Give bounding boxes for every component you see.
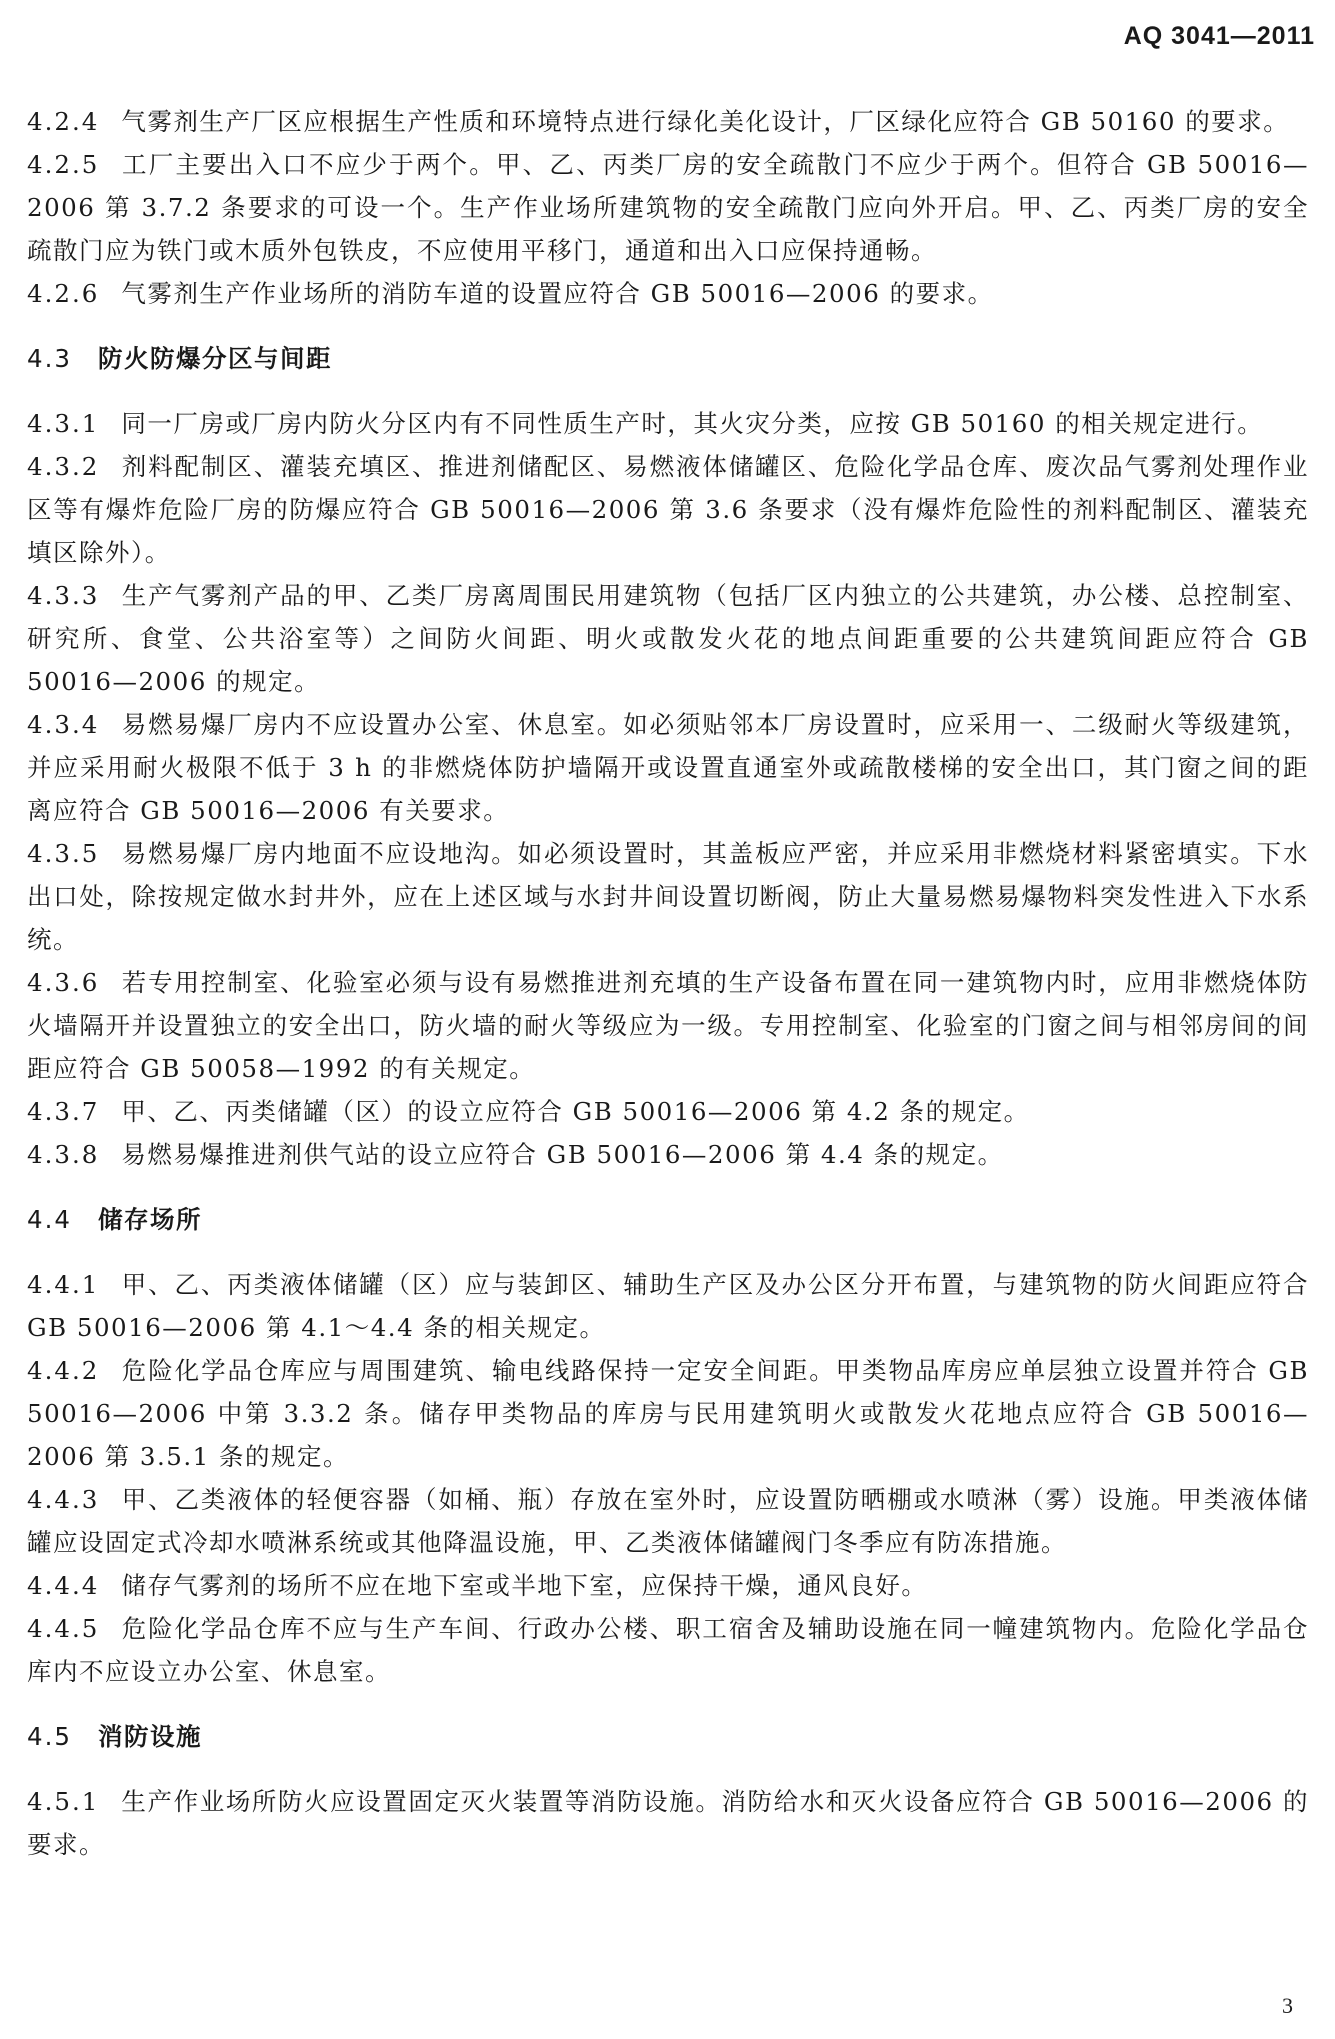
clause-number: 4.3.2 — [27, 452, 100, 481]
clause-text: 甲、乙、丙类储罐（区）的设立应符合 GB 50016—2006 第 4.2 条的规定。 — [121, 1097, 1030, 1126]
clause-4-4-5 — [27, 1607, 1309, 1693]
section-heading-4-4 — [27, 1198, 1309, 1241]
clause-text: 易燃易爆厂房内地面不应设地沟。如必须设置时，其盖板应严密，并应采用非燃烧材料紧密填实。下水出口处，除按规定做水封井外，应在上述区域与水封井间设置切断阀，防止大量易燃易爆物料突发性进入下水系统。 — [27, 839, 1309, 954]
clause-4-5-1 — [27, 1780, 1309, 1866]
clause-number: 4.4.2 — [27, 1356, 100, 1385]
clause-4-3-2 — [27, 445, 1309, 574]
clause-number: 4.3.3 — [27, 581, 100, 610]
clause-number: 4.3.8 — [27, 1140, 100, 1169]
clause-4-2-4 — [27, 100, 1309, 143]
clause-4-4-1 — [27, 1263, 1309, 1349]
clause-4-3-7 — [27, 1090, 1309, 1133]
clause-text: 甲、乙、丙类液体储罐（区）应与装卸区、辅助生产区及办公区分开布置，与建筑物的防火间距应符合 GB 50016—2006 第 4.1～4.4 条的相关规定。 — [27, 1270, 1309, 1342]
clause-text: 气雾剂生产厂区应根据生产性质和环境特点进行绿化美化设计，厂区绿化应符合 GB 50160 的要求。 — [121, 107, 1290, 136]
clause-text: 若专用控制室、化验室必须与设有易燃推进剂充填的生产设备布置在同一建筑物内时，应用非燃烧体防火墙隔开并设置独立的安全出口，防火墙的耐火等级应为一级。专用控制室、化验室的门窗之间与相邻房间的间距应符合 GB 50058—1992 的有关规定。 — [27, 968, 1309, 1083]
clause-number: 4.3.1 — [27, 409, 100, 438]
clause-4-4-2 — [27, 1349, 1309, 1478]
clause-4-2-5 — [27, 143, 1309, 272]
clause-text: 生产作业场所防火应设置固定灭火装置等消防设施。消防给水和灭火设备应符合 GB 50016—2006 的要求。 — [27, 1787, 1309, 1859]
clause-number: 4.3.6 — [27, 968, 100, 997]
section-heading-4-5 — [27, 1715, 1309, 1758]
clause-text: 易燃易爆推进剂供气站的设立应符合 GB 50016—2006 第 4.4 条的规定。 — [121, 1140, 1004, 1169]
clause-number: 4.3.4 — [27, 710, 100, 739]
clause-4-3-3 — [27, 574, 1309, 703]
section-title: 储存场所 — [97, 1205, 202, 1234]
section-heading-4-3 — [27, 337, 1309, 380]
clause-text: 易燃易爆厂房内不应设置办公室、休息室。如必须贴邻本厂房设置时，应采用一、二级耐火等级建筑，并应采用耐火极限不低于 3 h 的非燃烧体防护墙隔开或设置直通室外或疏散楼梯的安全出口，其门窗之间的距离应符合 GB 50016—2006 有关要求。 — [27, 710, 1309, 825]
clause-number: 4.2.5 — [27, 150, 100, 179]
clause-4-3-8 — [27, 1133, 1309, 1176]
document-code: AQ 3041—2011 — [1123, 22, 1315, 50]
clause-number: 4.3.7 — [27, 1097, 100, 1126]
section-title: 消防设施 — [97, 1722, 202, 1751]
clause-4-3-4 — [27, 703, 1309, 832]
page-number: 3 — [1282, 1993, 1293, 2018]
clause-text: 同一厂房或厂房内防火分区内有不同性质生产时，其火灾分类，应按 GB 50160 的相关规定进行。 — [121, 409, 1264, 438]
clause-4-3-1 — [27, 402, 1309, 445]
section-number: 4.5 — [27, 1722, 72, 1751]
clause-number: 4.5.1 — [27, 1787, 100, 1816]
clause-text: 气雾剂生产作业场所的消防车道的设置应符合 GB 50016—2006 的要求。 — [121, 279, 994, 308]
clause-number: 4.4.5 — [27, 1614, 100, 1643]
clause-text: 甲、乙类液体的轻便容器（如桶、瓶）存放在室外时，应设置防晒棚或水喷淋（雾）设施。甲类液体储罐应设固定式冷却水喷淋系统或其他降温设施，甲、乙类液体储罐阀门冬季应有防冻措施。 — [27, 1485, 1309, 1557]
clause-text: 危险化学品仓库不应与生产车间、行政办公楼、职工宿舍及辅助设施在同一幢建筑物内。危险化学品仓库内不应设立办公室、休息室。 — [27, 1614, 1309, 1686]
clause-text: 剂料配制区、灌装充填区、推进剂储配区、易燃液体储罐区、危险化学品仓库、废次品气雾剂处理作业区等有爆炸危险厂房的防爆应符合 GB 50016—2006 第 3.6 条要求（没有爆炸危险性的剂料配制区、灌装充填区除外）。 — [27, 452, 1309, 567]
clause-number: 4.4.3 — [27, 1485, 100, 1514]
document-body — [27, 100, 1309, 1866]
clause-4-3-6 — [27, 961, 1309, 1090]
clause-number: 4.4.4 — [27, 1571, 100, 1600]
clause-4-4-4 — [27, 1564, 1309, 1607]
section-number: 4.4 — [27, 1205, 72, 1234]
clause-number: 4.2.4 — [27, 107, 100, 136]
clause-4-3-5 — [27, 832, 1309, 961]
section-title: 防火防爆分区与间距 — [97, 344, 332, 373]
clause-number: 4.4.1 — [27, 1270, 100, 1299]
clause-number: 4.3.5 — [27, 839, 100, 868]
clause-text: 工厂主要出入口不应少于两个。甲、乙、丙类厂房的安全疏散门不应少于两个。但符合 GB 50016—2006 第 3.7.2 条要求的可设一个。生产作业场所建筑物的安全疏散门应向外开启。甲、乙、丙类厂房的安全疏散门应为铁门或木质外包铁皮，不应使用平移门，通道和出入口应保持通畅。 — [27, 150, 1309, 265]
clause-number: 4.2.6 — [27, 279, 100, 308]
clause-text: 危险化学品仓库应与周围建筑、输电线路保持一定安全间距。甲类物品库房应单层独立设置并符合 GB 50016—2006 中第 3.3.2 条。储存甲类物品的库房与民用建筑明火或散发火花地点应符合 GB 50016—2006 第 3.5.1 条的规定。 — [27, 1356, 1309, 1471]
clause-text: 储存气雾剂的场所不应在地下室或半地下室，应保持干燥，通风良好。 — [121, 1571, 928, 1600]
clause-text: 生产气雾剂产品的甲、乙类厂房离周围民用建筑物（包括厂区内独立的公共建筑，办公楼、总控制室、研究所、食堂、公共浴室等）之间防火间距、明火或散发火花的地点间距重要的公共建筑间距应符合 GB 50016—2006 的规定。 — [27, 581, 1309, 696]
section-number: 4.3 — [27, 344, 72, 373]
clause-4-2-6 — [27, 272, 1309, 315]
clause-4-4-3 — [27, 1478, 1309, 1564]
